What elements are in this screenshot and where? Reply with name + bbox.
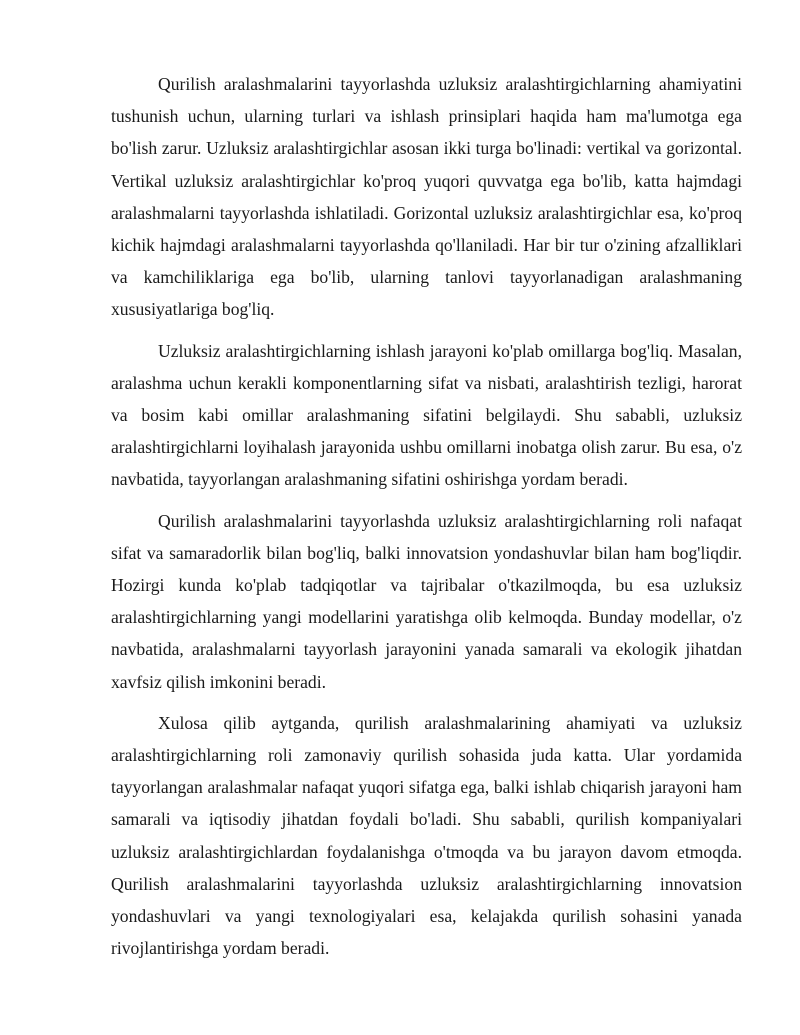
paragraph-mixer-types: Qurilish aralashmalarini tayyorlashda uzluksiz aralashtirgichlarning ahamiyatini tushunish uchun, ularning turlari va ishlash prinsiplari haqida ham ma'lumotga ega bo'lish zarur. Uzluksiz aralashtirgichlar asosan ikki turga bo'linadi: vertikal va gorizontal. Vertikal uzluksiz aralashtirgichlar ko'proq yuqori quvvatga ega bo'lib, katta hajmdagi aralashmalarni tayyorlashda ishlatiladi. Gorizontal uzluksiz aralashtirgichlar esa, ko'proq kichik hajmdagi aralashmalarni tayyorlashda qo'llaniladi. Har bir tur o'zining afzalliklari va kamchiliklariga ega bo'lib, ularning tanlovi tayyorlanadigan aralashmaning xususiyatlariga bog'liq. [111, 74, 742, 320]
document-page [111, 68, 742, 973]
paragraph-innovation: Qurilish aralashmalarini tayyorlashda uzluksiz aralashtirgichlarning roli nafaqat sifat va samaradorlik bilan bog'liq, balki innovatsion yondashuvlar bilan ham bog'liqdir. Hozirgi kunda ko'plab tadqiqotlar va tajribalar o'tkazilmoqda, bu esa uzluksiz aralashtirgichlarning yangi modellarini yaratishga olib kelmoqda. Bunday modellar, o'z navbatida, aralashmalarni tayyorlash jarayonini yanada samarali va ekologik jihatdan xavfsiz qilish imkonini beradi. [111, 510, 742, 692]
paragraph-working-process: Uzluksiz aralashtirgichlarning ishlash jarayoni ko'plab omillarga bog'liq. Masalan, aralashma uchun kerakli komponentlarning sifat va nisbati, aralashtirish tezligi, harorat va bosim kabi omillar aralashmaning sifatini belgilaydi. Shu sababli, uzluksiz aralashtirgichlarni loyihalash jarayonida ushbu omillarni inobatga olish zarur. Bu esa, o'z navbatida, tayyorlangan aralashmaning sifatini oshirishga yordam beradi. [111, 340, 742, 490]
paragraph-conclusion: Xulosa qilib aytganda, qurilish aralashmalarining ahamiyati va uzluksiz aralashtirgichlarning roli zamonaviy qurilish sohasida juda katta. Ular yordamida tayyorlangan aralashmalar nafaqat yuqori sifatga ega, balki ishlab chiqarish jarayoni ham samarali va iqtisodiy jihatdan foydali bo'ladi. Shu sababli, qurilish kompaniyalari uzluksiz aralashtirgichlardan foydalanishga o'tmoqda va bu jarayon davom etmoqda. Qurilish aralashmalarini tayyorlashda uzluksiz aralashtirgichlarning innovatsion yondashuvlari va yangi texnologiyalari esa, kelajakda qurilish sohasini yanada rivojlantirishga yordam beradi. [111, 712, 742, 959]
